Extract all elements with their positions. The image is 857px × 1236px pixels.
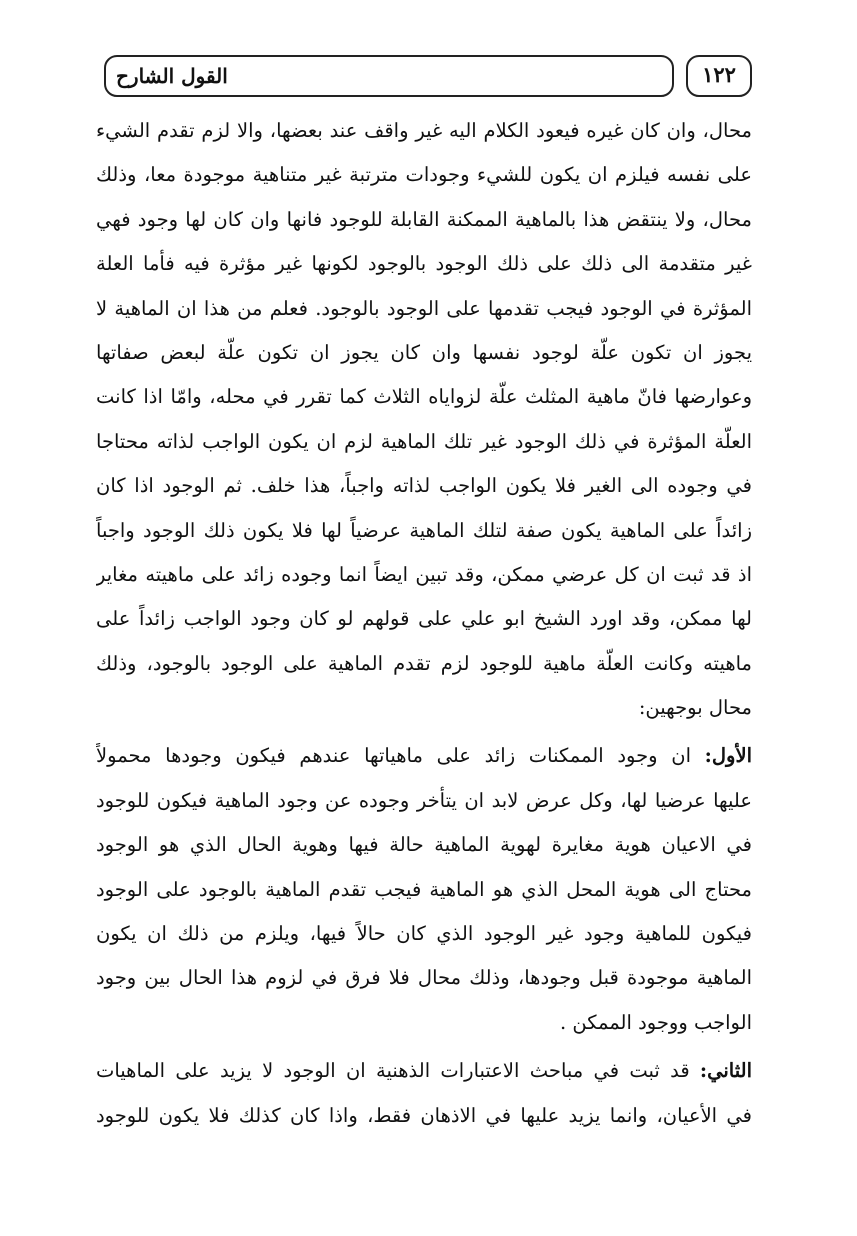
- text-line: لها ممكن، وقد اورد الشيخ ابو علي على قولهم لو كان وجود الواجب زائداً على: [96, 607, 752, 631]
- text-line: يجوز ان تكون علّة لوجود نفسها وان كان يجوز ان تكون علّة لبعض صفاتها: [96, 340, 752, 364]
- text-line: العلّة المؤثرة في ذلك الوجود غير تلك الماهية لزم ان يكون الواجب لذاته محتاجا: [96, 429, 752, 453]
- text-line: في وجوده الى الغير فلا يكون الواجب لذاته واجباً، هذا خلف. ثم الوجود اذا كان: [96, 474, 752, 498]
- text-line: على نفسه فيلزم ان يكون للشيء وجودات مترتبة غير متناهية موجودة معا، وذلك: [96, 163, 752, 187]
- second-objection-lead: قد ثبت في مباحث الاعتبارات الذهنية ان الوجود لا يزيد على الماهيات: [96, 1059, 700, 1083]
- first-objection-lead-line: [96, 734, 752, 778]
- running-title: القول الشارح: [116, 64, 228, 88]
- text-line: غير متقدمة الى ذلك على ذلك الوجود بالوجود لكونها غير مؤثرة فيه فأما العلة: [96, 252, 752, 276]
- body-text: [96, 109, 752, 1138]
- page-header: [104, 55, 752, 99]
- text-line: اذ قد ثبت ان كل عرضي ممكن، وقد تبين ايضاً انما وجوده زائد على ماهيته مغاير: [96, 562, 752, 586]
- text-line: ماهيته وكانت العلّة ماهية للوجود لزم تقدم الماهية على الوجود بالوجود، وذلك: [96, 651, 752, 675]
- text-line: وعوارضها فانّ ماهية المثلث علّة لزواياه الثلاث كما تقرر في محله، وامّا اذا كانت: [96, 385, 752, 409]
- page-number: ١٢٢: [702, 62, 736, 87]
- text-line: عليها عرضيا لها، وكل عرض لابد ان يتأخر وجوده عن وجود الماهية فيكون للوجود: [96, 788, 752, 812]
- text-line: فيكون للماهية وجود غير الوجود الذي كان حالاً فيها، ويلزم من ذلك ان يكون: [96, 922, 752, 946]
- text-line: في الاعيان هوية مغايرة لهوية الماهية حالة فيها وهوية الحال الذي هو الوجود: [96, 833, 752, 857]
- text-line: محال، ولا ينتقض هذا بالماهية الممكنة القابلة للوجود فانها وان كان لها وجود فهي: [96, 207, 752, 231]
- text-line: محال بوجهين:: [638, 696, 752, 720]
- text-line: الماهية موجودة قبل وجودها، وذلك محال فلا فرق في لزوم هذا الحال بين وجود: [96, 966, 752, 990]
- second-objection-label: الثاني:: [699, 1059, 752, 1083]
- text-line: محال، وان كان غيره فيعود الكلام اليه غير واقف عند بعضها، والا لزم تقدم الشيء: [96, 119, 752, 142]
- text-line: محتاج الى هوية المحل الذي هو الماهية فيجب تقدم الماهية بالوجود على الوجود: [96, 877, 752, 901]
- page-number-frame: [686, 55, 752, 97]
- first-objection-lead: ان وجود الممكنات زائد على ماهياتها عندهم فيكون وجودها محمولاً: [96, 744, 705, 768]
- first-objection-label: الأول:: [704, 744, 752, 768]
- text-line: في الأعيان، وانما يزيد عليها في الاذهان فقط، واذا كان كذلك فلا يكون للوجود: [96, 1103, 752, 1127]
- second-objection-lead-line: [96, 1049, 752, 1093]
- text-line: المؤثرة في الوجود فيجب تقدمها على الوجود بالوجود. فعلم من هذا ان الماهية لا: [96, 296, 752, 320]
- running-title-frame: [104, 55, 674, 97]
- text-line: الواجب ووجود الممكن .: [559, 1010, 752, 1034]
- text-line: زائداً على الماهية يكون صفة لتلك الماهية عرضياً لها فلا يكون ذلك الوجود واجباً: [96, 518, 752, 542]
